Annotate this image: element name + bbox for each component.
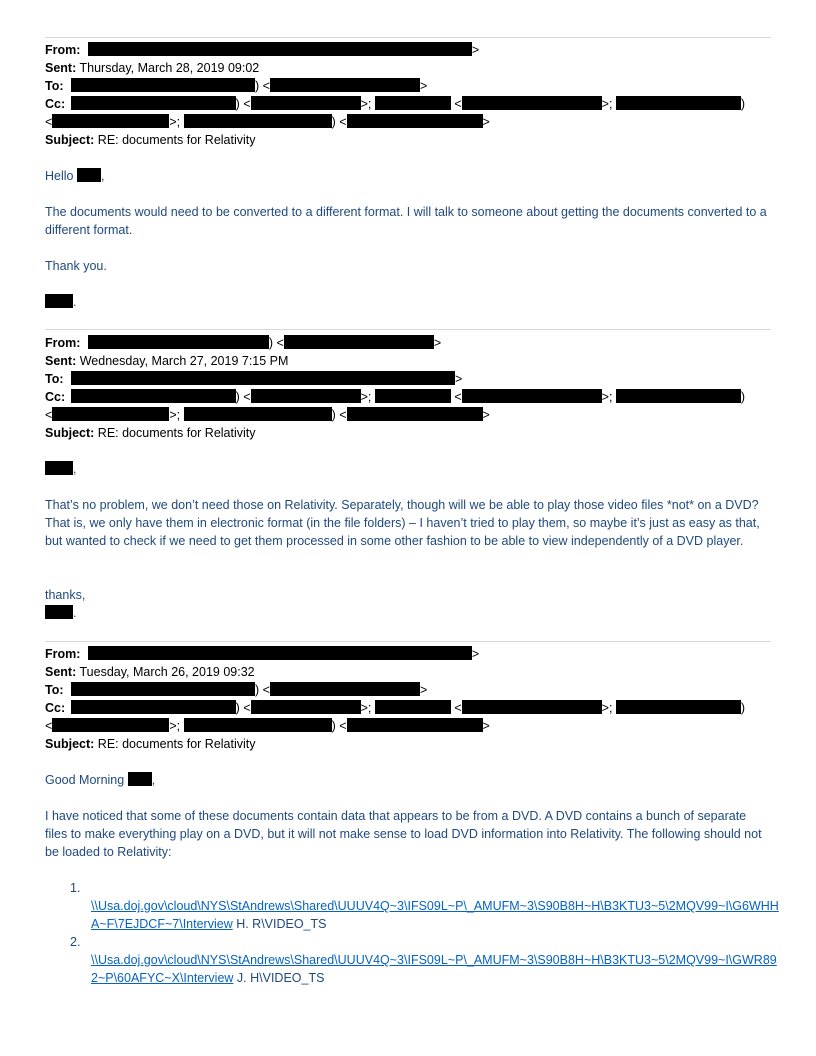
redaction [251,700,361,714]
list-number: 1. [70,881,81,895]
redaction [52,114,169,128]
redaction [52,718,169,732]
subject-text: RE: documents for Relativity [97,426,256,440]
subject-label: Subject: [45,133,95,147]
email-2-cc-row: Cc: ) < >; < >; ) [45,390,746,404]
subject-text: RE: documents for Relativity [97,133,256,147]
email-3-subject-row [45,735,256,753]
sent-date: Tuesday, March 26, 2019 09:32 [79,665,255,679]
email-3-sent-row [45,663,255,681]
email-2-greeting: , [45,460,771,478]
from-label: From: [45,336,81,350]
to-label: To: [45,372,64,386]
subject-label: Subject: [45,426,95,440]
email-1-to-row: To: ) < > [45,79,428,93]
redaction [71,682,255,696]
email-2-closing: thanks, [45,588,86,602]
redaction [270,78,420,92]
redaction [251,96,361,110]
to-label: To: [45,79,64,93]
email-2-subject-row [45,424,256,442]
redaction [71,700,236,714]
email-3-cc-row: Cc: ) < >; < >; ) [45,701,746,715]
redaction [77,168,101,182]
redaction [616,96,741,110]
email-1-closing: Thank you. [45,259,107,273]
redaction [284,335,434,349]
email-1-signature: . [45,293,771,311]
redaction [375,96,451,110]
email-2-cc-row-2: < >; ) < > [45,408,490,422]
email-2-to-row: To: > [45,372,463,386]
separator [45,37,771,38]
email-1-cc-row: Cc: ) < >; < >; ) [45,97,746,111]
email-3-cc-row-2: < >; ) < > [45,719,490,733]
sent-label: Sent: [45,665,77,679]
list-item: \\Usa.doj.gov\cloud\NYS\StAndrews\Shared\UUUV4Q~3\IFS09L~P\_AMUFM~3\S90B8H~H\B3KTU3~5\2MQV99~I\G6WHHA~F\7EJDCF~7\Interview H. R\VIDEO_TS [91,899,779,931]
redaction [347,407,483,421]
cc-label: Cc: [45,390,66,404]
email-2-signature: . [45,604,771,622]
redaction [375,700,451,714]
to-label: To: [45,683,64,697]
email-2-from-row: From: ) < > [45,336,442,350]
list-item: \\Usa.doj.gov\cloud\NYS\StAndrews\Shared\UUUV4Q~3\IFS09L~P\_AMUFM~3\S90B8H~H\B3KTU3~5\2MQV99~I\GWR892~P\60AFYC~X\Interview J. H\VIDEO_TS [91,953,777,985]
redaction [88,42,472,56]
redaction [71,96,236,110]
email-1-body: The documents would need to be converted to a different format. I will talk to someone about getting the documents converted to a different format. [45,205,767,237]
redaction [45,461,73,475]
redaction [347,114,483,128]
email-1-cc-row-2: < >; ) < > [45,115,490,129]
cc-label: Cc: [45,97,66,111]
email-1-from-row: From: > [45,43,480,57]
redaction [270,682,420,696]
redaction [462,700,602,714]
subject-label: Subject: [45,737,95,751]
redaction [128,772,152,786]
redaction [251,389,361,403]
redaction [88,646,472,660]
redaction [71,371,455,385]
file-path-link[interactable]: \\Usa.doj.gov\cloud\NYS\StAndrews\Shared\UUUV4Q~3\IFS09L~P\_AMUFM~3\S90B8H~H\B3KTU3~5\2MQV99~I\G6WHHA~F\7EJDCF~7\Interview [91,899,779,931]
separator [45,329,771,330]
sent-label: Sent: [45,354,77,368]
sent-date: Wednesday, March 27, 2019 7:15 PM [79,354,289,368]
redaction [616,389,741,403]
email-3-greeting: Good Morning , [45,773,156,787]
cc-label: Cc: [45,701,66,715]
redaction [462,96,602,110]
redaction [71,389,236,403]
redaction [184,718,332,732]
redaction [347,718,483,732]
sent-label: Sent: [45,61,77,75]
redaction [45,605,73,619]
redaction [71,78,255,92]
redaction [52,407,169,421]
from-label: From: [45,647,81,661]
file-path-link[interactable]: \\Usa.doj.gov\cloud\NYS\StAndrews\Shared\UUUV4Q~3\IFS09L~P\_AMUFM~3\S90B8H~H\B3KTU3~5\2MQV99~I\GWR892~P\60AFYC~X\Interview [91,953,777,985]
list-number: 2. [70,935,81,949]
email-2-body: That’s no problem, we don’t need those on Relativity. Separately, though will we be able to play those video files *not* on a DVD? That is, we only have them in electronic format (in the file folders) – I haven’t tried to play them, so maybe it’s just as easy as that, but wanted to check if we need to get them processed in some other fashion to be able to view independently of a DVD player. [45,498,760,548]
from-label: From: [45,43,81,57]
redaction [375,389,451,403]
email-1-sent-row [45,59,259,77]
email-1-subject-row [45,131,256,149]
email-3-body: I have noticed that some of these documents contain data that appears to be from a DVD. A DVD contains a bunch of separate files to make everything play on a DVD, but it will not make sense to load DVD information into Relativity. The following should not be loaded to Relativity: [45,809,762,859]
email-1-greeting: Hello , [45,169,105,183]
email-2-sent-row [45,352,288,370]
email-3-to-row: To: ) < > [45,683,428,697]
email-3-from-row: From: > [45,647,480,661]
redaction [616,700,741,714]
redaction [88,335,269,349]
redaction [184,114,332,128]
redaction [462,389,602,403]
sent-date: Thursday, March 28, 2019 09:02 [79,61,260,75]
redaction [184,407,332,421]
subject-text: RE: documents for Relativity [97,737,256,751]
redaction [45,294,73,308]
separator [45,641,771,642]
